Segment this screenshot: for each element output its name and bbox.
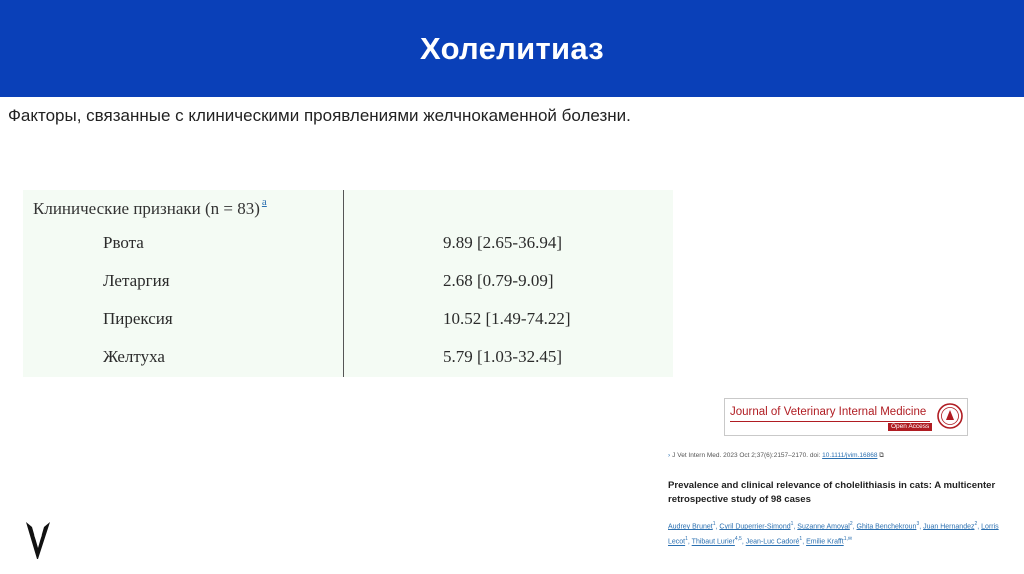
row-value: 10.52 [1.49-74.22]: [443, 309, 571, 328]
author-list: Audrey Brunet$^1$, Cyril Duperrier-Simond$^1$, Suzanne Amoyal$^2$, Ghita Benchekroun$^3$, Juan Hernandez$^2$, Lorris Lecot$^1$, Thibaut Lurier$^{4,5}$, Jean-Luc Cadoré$^1$, Emilie Krafft$^{1,✉}$: [668, 521, 999, 546]
author-affiliation: 2: [974, 521, 978, 527]
table-row: [23, 309, 673, 339]
journal-logo: [724, 398, 968, 436]
author-affiliation: 3: [916, 521, 920, 527]
author-affiliation: 2: [849, 521, 853, 527]
chevron-icon: ›: [668, 452, 671, 459]
journal-name: Journal of Veterinary Internal Medicine: [730, 406, 927, 418]
author-link[interactable]: Emilie Krafft: [806, 538, 844, 546]
author-affiliation: 1: [790, 521, 794, 527]
author-link[interactable]: Lorris Lecot: [668, 523, 999, 546]
row-value: 9.89 [2.65-36.94]: [443, 233, 562, 252]
journal-seal-icon: [936, 402, 964, 430]
author-link[interactable]: Juan Hernandez: [923, 523, 975, 531]
table-row: [23, 347, 673, 377]
table-header-label: Клинические признаки (n = 83): [33, 199, 260, 218]
article-title: Prevalence and clinical relevance of cholelithiasis in cats: A multicenter retrospective study of 98 cases: [668, 480, 996, 505]
row-value: 5.79 [1.03-32.45]: [443, 347, 562, 366]
author-link[interactable]: Thibaut Lurier: [691, 538, 735, 546]
author-affiliation: 1: [712, 521, 716, 527]
row-label: Желтуха: [103, 347, 165, 366]
open-access-badge: Open Access: [888, 423, 932, 431]
author-affiliation: 1,✉: [843, 536, 853, 543]
author-affiliation: 1: [799, 536, 803, 543]
row-value: 2.68 [0.79-9.09]: [443, 271, 554, 290]
clinical-signs-table: [23, 190, 673, 377]
row-label: Рвота: [103, 233, 144, 252]
author-affiliation: 4,5: [734, 536, 742, 543]
row-label: Пирексия: [103, 309, 173, 328]
author-link[interactable]: Ghita Benchekroun: [856, 523, 917, 531]
table-row: [23, 271, 673, 301]
slide-subtitle: Факторы, связанные с клиническими проявлениями желчнокаменной болезни.: [8, 106, 631, 125]
external-link-icon: ⧉: [879, 452, 884, 459]
author-affiliation: 1: [685, 536, 688, 543]
journal-underline: [730, 421, 930, 422]
author-link[interactable]: Audrey Brunet: [668, 523, 713, 531]
author-link[interactable]: Suzanne Amoyal: [797, 523, 850, 531]
doi-link[interactable]: 10.1111/jvim.16868: [822, 452, 878, 459]
table-row: [23, 233, 673, 263]
table-header: [33, 196, 267, 219]
row-label: Летаргия: [103, 271, 170, 290]
author-link[interactable]: Jean-Luc Cadoré: [745, 538, 800, 546]
brand-logo-icon: [25, 521, 51, 561]
author-link[interactable]: Cyril Duperrier-Simond: [719, 523, 791, 531]
citation-line: [668, 452, 884, 460]
citation-text: J Vet Intern Med. 2023 Oct 2;37(6):2157–2170. doi:: [672, 452, 821, 459]
slide-title: Холелитиаз: [420, 30, 604, 66]
footnote-link[interactable]: a: [261, 196, 267, 208]
title-bar: [0, 0, 1024, 97]
